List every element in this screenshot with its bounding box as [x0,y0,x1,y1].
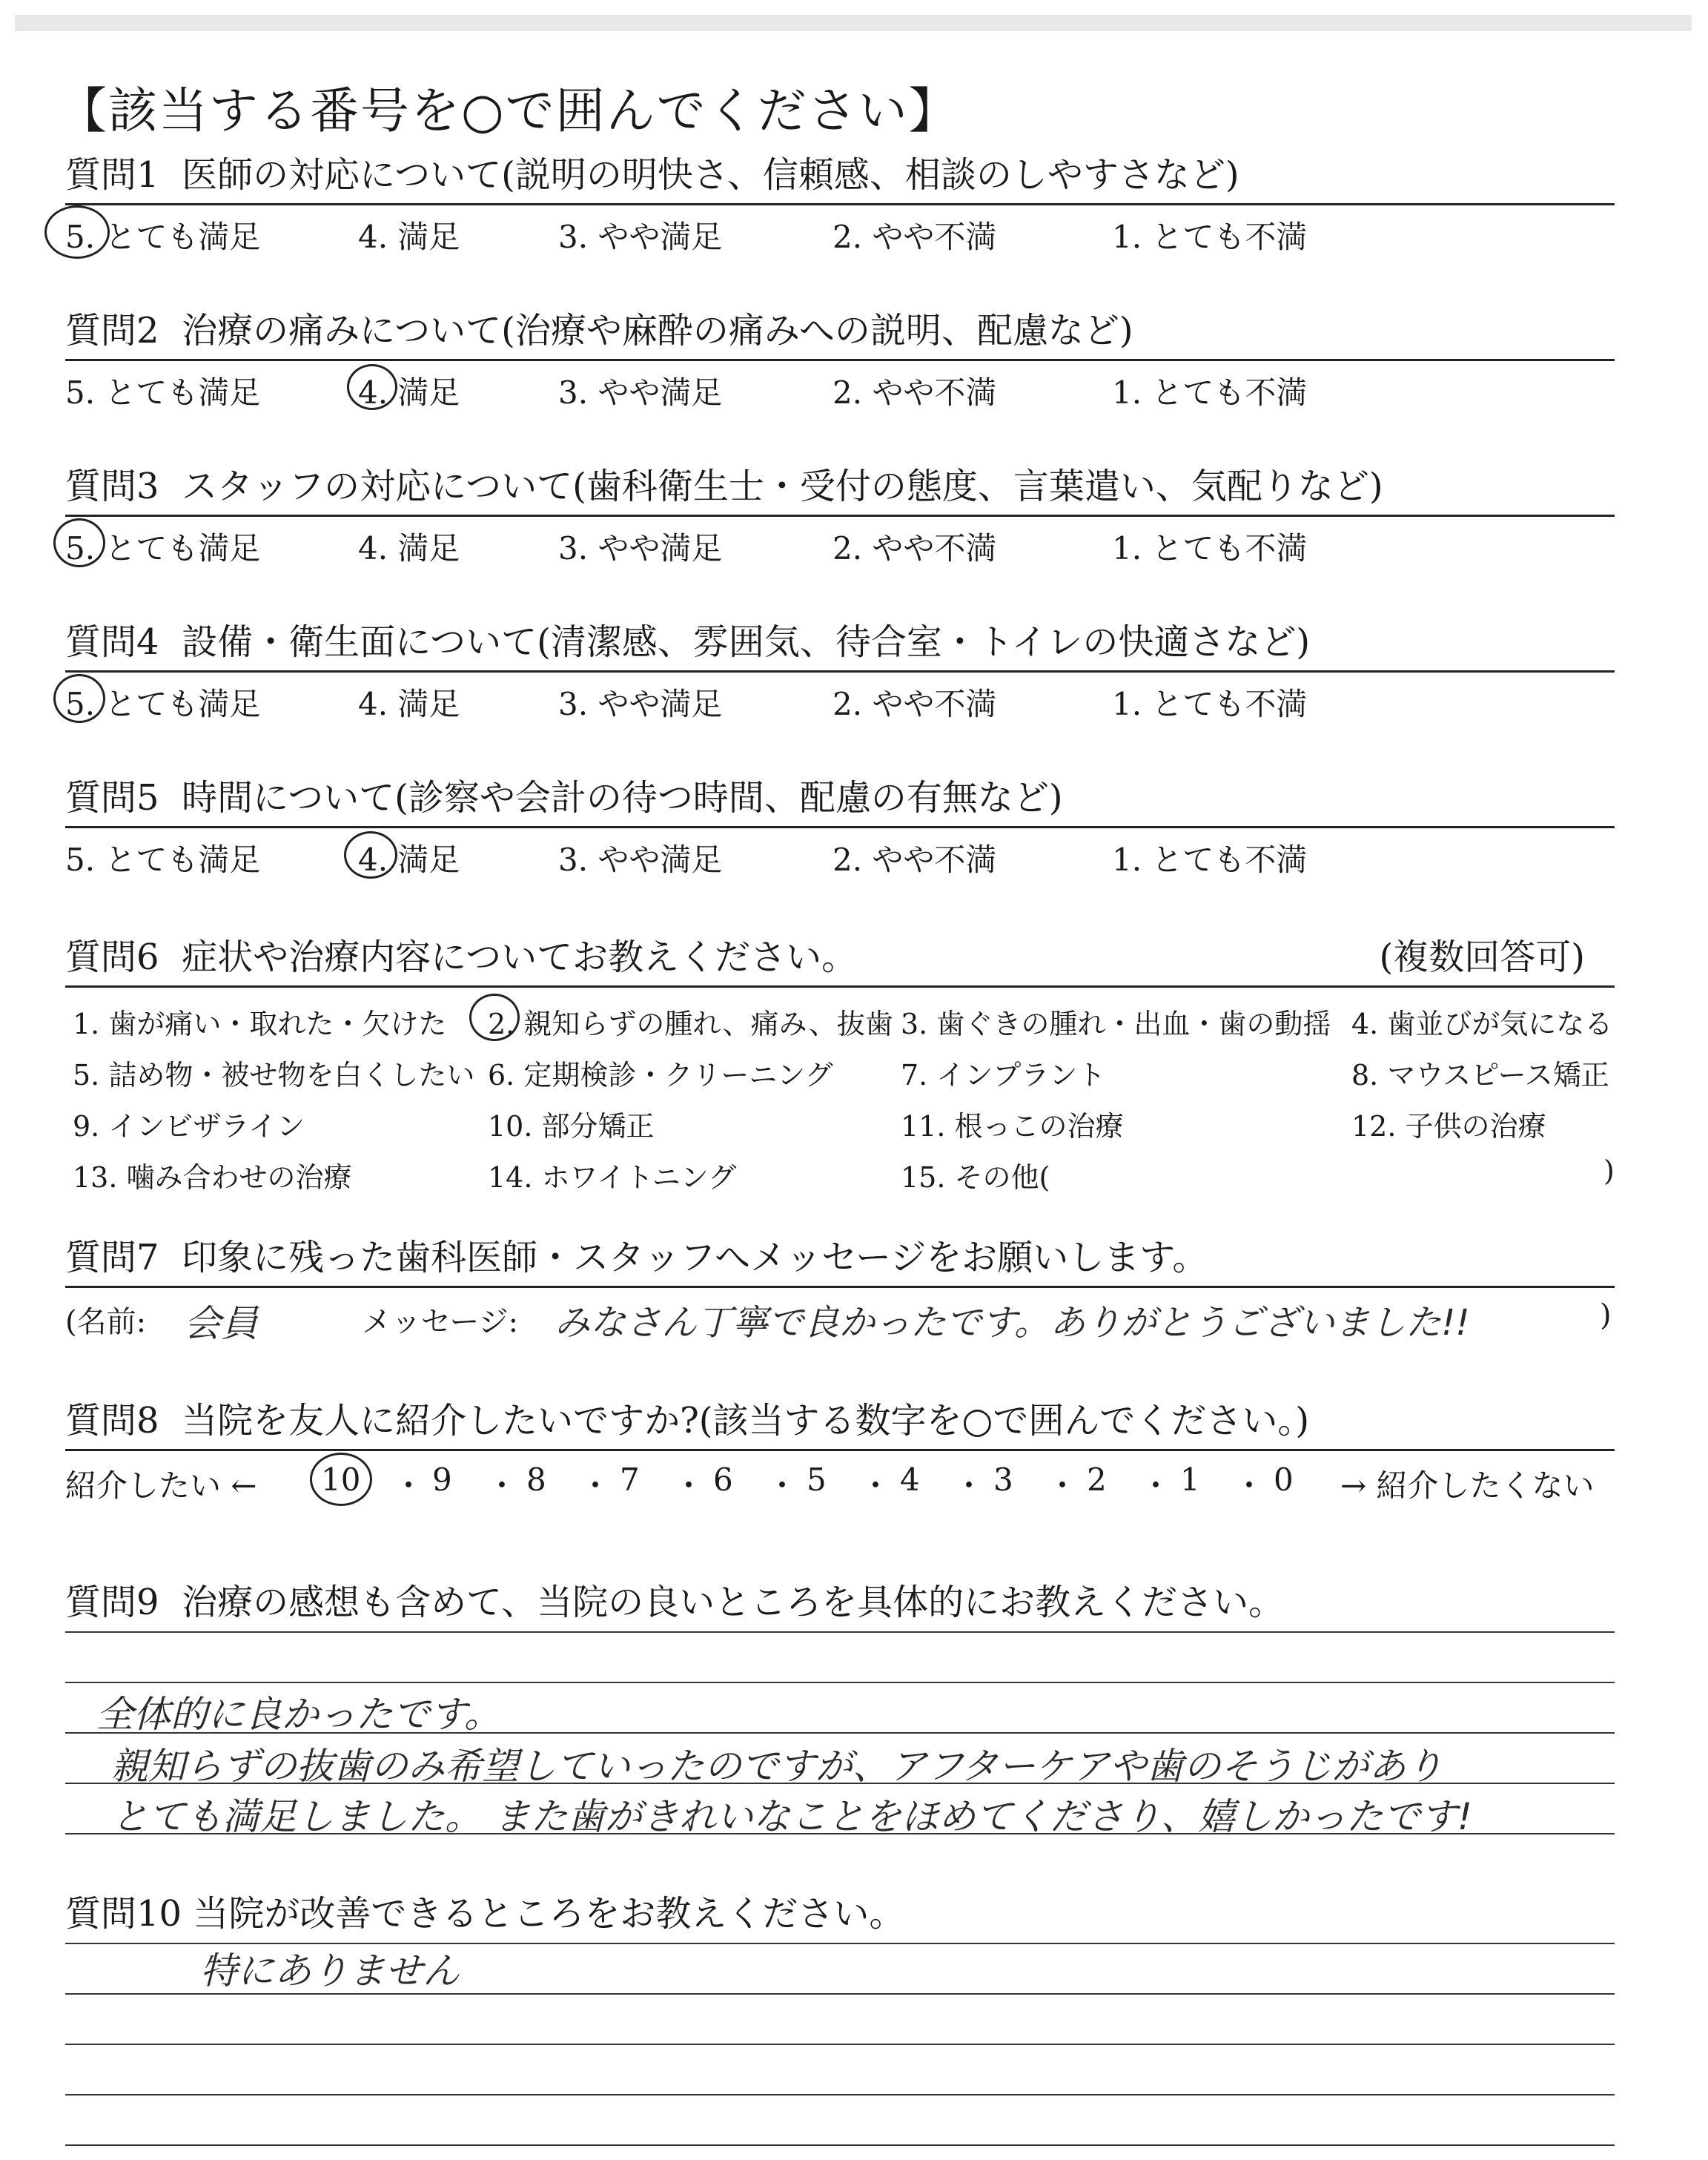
question-4-text: 質問4 設備・衛生面について(清潔感、雰囲気、待合室・トイレの快適さなど) [65,621,1311,663]
q4-option-4[interactable]: 4. 満足 [358,686,460,722]
q8-score-7[interactable]: 7 [620,1462,640,1498]
q3-option-5[interactable]: 5. とても満足 [65,530,261,567]
q7-message-value[interactable]: みなさん丁寧で良かったです。ありがとうございました!! [555,1302,1470,1344]
question-7 [65,1231,1615,1346]
q8-score-0[interactable]: 0 [1274,1462,1294,1498]
q6-item-5[interactable]: 5. 詰め物・被せ物を白くしたい [73,1059,475,1091]
q2-option-5[interactable]: 5. とても満足 [65,374,261,411]
q6-item-11[interactable]: 11. 根っこの治療 [901,1110,1124,1143]
q8-score-9[interactable]: 9 [432,1462,452,1498]
q6-item-6[interactable]: 6. 定期検診・クリーニング [488,1059,833,1091]
q6-item-3[interactable]: 3. 歯ぐきの腫れ・出血・歯の動揺 [901,1008,1331,1040]
q9-rule-2 [65,1682,1615,1683]
q1-option-5[interactable]: 5. とても満足 [65,219,261,255]
q1-option-4[interactable]: 4. 満足 [358,219,460,255]
q8-score-5[interactable]: 5 [807,1462,827,1498]
q8-score-4[interactable]: 4 [900,1462,920,1498]
q4-option-1[interactable]: 1. とても不満 [1112,686,1308,722]
q10-rule-4 [65,2094,1615,2095]
q6-item-4[interactable]: 4. 歯並びが気になる [1351,1008,1613,1040]
q9-answer-line-3[interactable]: とても満足しました。 また歯がきれいなことをほめてくださり、嬉しかったです! [111,1795,1472,1838]
q3-option-3[interactable]: 3. やや満足 [558,530,723,567]
q6-item-7[interactable]: 7. インプラント [901,1059,1106,1091]
q7-close-paren: ) [1600,1298,1612,1332]
q1-selection-circle [44,205,110,259]
q6-selection-circle [469,994,520,1041]
q4-selection-circle [53,674,105,723]
q7-name-value[interactable]: 会員 [184,1302,258,1345]
question-2 [65,304,1615,413]
question-6 [65,931,1615,1203]
page-title: 【該当する番号を○で囲んでください】 [58,82,959,139]
q8-score-1[interactable]: 1 [1180,1462,1200,1498]
question-6-text: 質問6 症状や治療内容についてお教えください。 [65,937,858,978]
q1-option-2[interactable]: 2. やや不満 [833,219,997,255]
question-5 [65,771,1615,880]
q10-rule-5 [65,2144,1615,2146]
question-3 [65,460,1615,569]
q3-option-2[interactable]: 2. やや不満 [833,530,997,567]
question-4 [65,615,1615,724]
question-10 [65,1887,1615,1942]
q9-answer-line-1[interactable]: 全体的に良かったです。 [96,1693,501,1736]
q6-item-13[interactable]: 13. 噛み合わせの治療 [73,1161,352,1194]
question-8-text: 質問8 当院を友人に紹介したいですか?(該当する数字を○で囲んでください。) [65,1400,1310,1441]
q8-score-10[interactable]: 10 [321,1462,361,1498]
question-6-note: (複数回答可) [1379,937,1585,978]
q1-option-1[interactable]: 1. とても不満 [1112,219,1308,255]
q6-item-9[interactable]: 9. インビザライン [73,1110,305,1143]
question-7-text: 質問7 印象に残った歯科医師・スタッフへメッセージをお願いします。 [65,1237,1208,1278]
q3-option-4[interactable]: 4. 満足 [358,530,460,567]
q5-option-3[interactable]: 3. やや満足 [558,842,723,878]
q3-selection-circle [53,518,105,567]
q8-left-label: 紹介したい ← [65,1467,257,1504]
q2-option-1[interactable]: 1. とても不満 [1112,374,1308,411]
q2-option-2[interactable]: 2. やや不満 [833,374,997,411]
q2-selection-circle [347,364,397,410]
question-8: 質問8 当院を友人に紹介したいですか?(該当する数字を○で囲んでください。) 紹介したい ← 10 ・ 9 ・ 8 ・ 7 ・ 6 ・ 5 ・ 4 ・ 3 ・ 2 ・ 1 ・ 0 → 紹介したくない [65,1394,1615,1510]
q6-item-15[interactable]: 15. その他( [901,1161,1050,1194]
q7-name-label: (名前: [65,1305,147,1339]
q8-right-label: → 紹介したくない [1340,1467,1595,1504]
q4-option-5[interactable]: 5. とても満足 [65,686,261,722]
q4-option-2[interactable]: 2. やや不満 [833,686,997,722]
q6-item-10[interactable]: 10. 部分矯正 [488,1110,655,1143]
q6-item-2[interactable]: 2. 親知らずの腫れ、痛み、抜歯 [488,1008,893,1040]
q8-score-3[interactable]: 3 [993,1462,1013,1498]
question-10-text: 質問10 当院が改善できるところをお教えください。 [65,1893,905,1935]
q8-score-8[interactable]: 8 [526,1462,546,1498]
q5-option-1[interactable]: 1. とても不満 [1112,842,1308,878]
q9-answer-line-2[interactable]: 親知らずの抜歯のみ希望していったのですが、アフターケアや歯のそうじがあり [111,1745,1443,1788]
question-1 [65,148,1615,257]
q5-option-5[interactable]: 5. とても満足 [65,842,261,878]
question-1-text: 質問1 医師の対応について(説明の明快さ、信頼感、相談のしやすさなど) [65,154,1239,196]
q8-score-6[interactable]: 6 [713,1462,733,1498]
q3-option-1[interactable]: 1. とても不満 [1112,530,1308,567]
q8-score-2[interactable]: 2 [1087,1462,1107,1498]
q10-rule-3 [65,2044,1615,2045]
q8-selection-circle [310,1453,372,1506]
q4-option-3[interactable]: 3. やや満足 [558,686,723,722]
q5-selection-circle [344,831,397,879]
q6-item-14[interactable]: 14. ホワイトニング [488,1161,737,1194]
q5-option-4[interactable]: 4. 満足 [358,842,460,878]
question-5-text: 質問5 時間について(診察や会計の待つ時間、配慮の有無など) [65,777,1063,819]
q6-item-12[interactable]: 12. 子供の治療 [1351,1110,1546,1143]
q1-option-3[interactable]: 3. やや満足 [558,219,723,255]
q10-answer[interactable]: 特にありません [200,1949,460,1992]
scan-top-edge [15,15,1692,31]
question-3-text: 質問3 スタッフの対応について(歯科衛生士・受付の態度、言葉遣い、気配りなど) [65,466,1383,507]
q9-rule-1 [65,1631,1615,1633]
q6-item-1[interactable]: 1. 歯が痛い・取れた・欠けた [73,1008,447,1040]
question-2-text: 質問2 治療の痛みについて(治療や麻酔の痛みへの説明、配慮など) [65,310,1133,351]
q6-item-8[interactable]: 8. マウスピース矯正 [1351,1059,1609,1091]
q7-message-label: メッセージ: [362,1305,519,1339]
q2-option-3[interactable]: 3. やや満足 [558,374,723,411]
question-9 [65,1576,1615,1631]
q5-option-2[interactable]: 2. やや不満 [833,842,997,878]
q2-option-4[interactable]: 4. 満足 [358,374,460,411]
question-9-text: 質問9 治療の感想も含めて、当院の良いところを具体的にお教えください。 [65,1582,1285,1623]
q6-item-15-close: ) [1603,1155,1615,1187]
